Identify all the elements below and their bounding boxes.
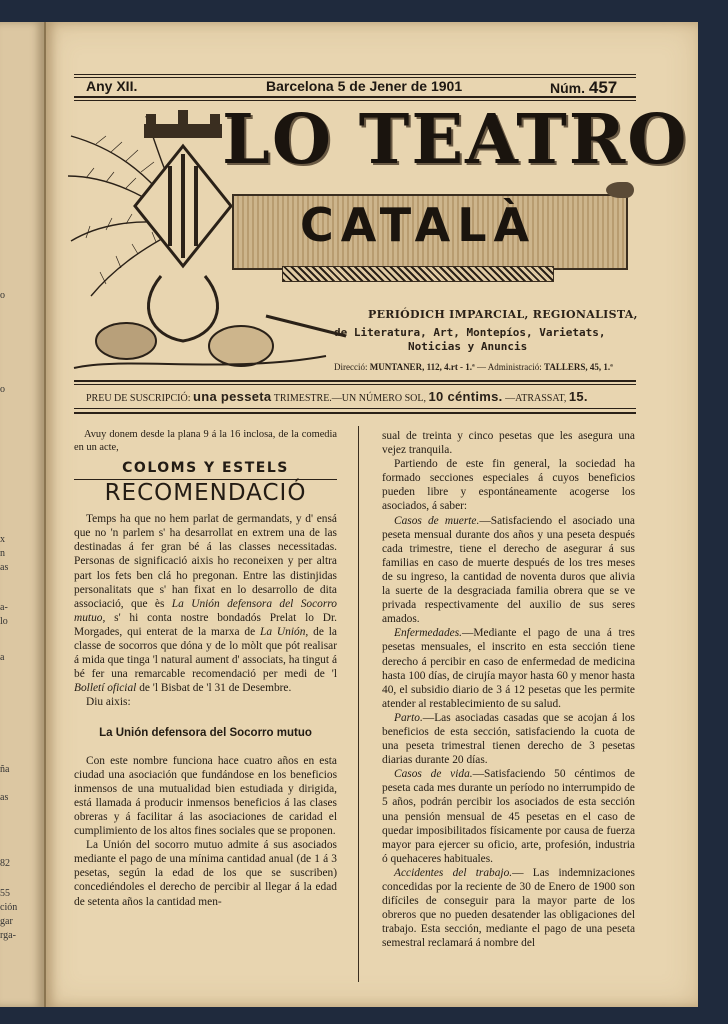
section-label: Casos de muerte. [394,514,480,527]
article-paragraph [382,711,635,767]
left-page-fragment: lo [0,616,8,627]
masthead-title-main: LO TEATRO [222,100,689,180]
article-italic: Bolletí oficial [74,682,137,695]
direction-address: MUNTANER, 112, 4.rt - 1.ª [369,362,475,372]
masthead-addresses [334,362,613,372]
article-text: de la classe de socorros que dóna y de lo mòlt que pót realisar á mida que tinga 'l natural aument d' associats, ha tingut á bé fer una remarcable recomendació per medi de 'l [74,625,337,681]
price-back-label: —ATRASSAT, [505,393,567,404]
article-italic: La Unión, [260,625,309,638]
price-rule-top [74,380,636,382]
article-paragraph [382,866,635,951]
masthead-topics: de Literatura, Art, Montepíos, Varietats, [334,326,606,339]
intro-note: Avuy donem desde la plana 9 á la 16 inclosa, de la comedia en un acte, [74,429,337,453]
trumpet-bell-decoration [606,182,634,198]
newspaper-page [46,22,698,1007]
issue-date: Barcelona 5 de Jener de 1901 [266,78,463,94]
left-page-fragment: ña [0,764,10,775]
price-after-amount: TRIMESTRE.—UN NÚMERO SOL, [273,393,426,404]
article-paragraph [382,626,635,711]
left-page-fragment: ción [0,902,18,913]
article-paragraph: La Unión del socorro mutuo admite á sus asociados mediante el pago de una mínima cantidad anual (de 1 á 3 pesetas, según la edad de los que se suscriben) concediéndoles el derecho de percibir al llegar á la edad de setenta años la cantidad men- [74,839,337,908]
masthead-topics-cont: Noticias y Anuncis [408,340,528,353]
left-page-fragment: o [0,290,5,301]
price-single: 10 céntims. [428,389,503,404]
article-paragraph [382,514,635,627]
article-text: —Mediante el pago de una á tres pesetas mensuales, el inscrito en esta sección tiene derecho á percibir en caso de enfermedad de medicina hasta 100 días, de cirujía mayor hasta 60 y menor hasta 40, el subsidio diario de 3 á 12 pesetas que les permite atender al restablecimiento de su salud. [382,627,635,710]
header-rule [74,96,636,98]
section-label: Enfermedades. [394,627,463,640]
article-text: —Satisfaciendo el asociado una peseta mensual durante dos años y una peseta después cada trimestre, tiene el derecho de asegurar á sus familias en caso de muerte después de los tres meses de su ingreso, la cantidad de noventa duros que alivia la suerte de la desgraciada familia obrera que se ve privada respectivamente del auxilio de sus seres amados. [382,514,635,626]
issue-number-value: 457 [588,78,618,97]
masthead-title-sub: CATALÀ [300,198,537,252]
subscription-price-line [86,389,588,404]
issue-number-label: Núm. [550,80,585,96]
left-page-fragment: as [0,792,9,803]
left-page-fragment: x [0,534,5,545]
left-page-fragment: n [0,548,5,559]
section-label: Accidentes del trabajo. [394,866,513,879]
article-paragraph: sual de treinta y cinco pesetas que les asegura una vejez tranquila. [382,430,635,457]
price-rule-top-thin [74,384,636,385]
left-page-fragment: o [0,384,5,395]
article-text: Temps ha que no hem parlat de germandats, y d' ensá que no 'n parlem s' ha desarrollat en extrem una de las destinadas á fer gran bé á las classes necessitadas. Personas de significació aixis ho reconeixen y per altra part los fets ben clá ho pregonan. Entre las distinjidas personalitats que s' han fixat en lo desarrollo de dita associació, que ès [74,513,337,610]
article-text: s' hi conta nostre bondadós Prelat lo Dr. Morgades, qui enterat de la marxa de [74,611,337,638]
left-page-fragment: rga- [0,930,16,941]
price-rule-bottom [74,412,636,414]
left-column [74,427,337,909]
price-amount: una pesseta [192,389,272,404]
admin-address: TALLERS, 45, 1.ª [544,362,613,372]
left-page-fragment: 82 [0,858,10,869]
masthead-subtitle: PERIÓDICH IMPARCIAL, REGIONALISTA, [368,308,638,321]
price-back-value: 15. [568,389,588,404]
left-page-fragment: a- [0,602,8,613]
direction-label: Direcció: [334,362,368,372]
article-paragraph: Partiendo de este fin general, la sociedad ha formado secciones especiales á cuyos beneficios pueden libre y espontáneamente acogerse los asociados, á saber: [382,458,635,513]
article-italic: La Unión defensora del Socorro mutuo, [74,597,337,624]
left-page-edge [0,22,47,1007]
admin-label: — Administració: [477,362,542,372]
section-label: Casos de vida. [394,768,473,781]
left-page-fragment: as [0,562,9,573]
article-paragraph: Diu aixis: [86,696,131,709]
masthead-banner-fringe [282,266,554,282]
article-text: — Las indemnizaciones concedidas por la reciente de 30 de Enero de 1900 son difíciles de conseguir para la mayor parte de los obreros que no pueden desatender las obligaciones del trabajo. Esta sección, mediante el pago de una peseta semestral reclamará á nombre del [382,866,635,950]
price-prefix: PREU DE SUSCRIPCIÓ: [86,393,191,404]
play-title: COLOMS Y ESTELS [122,460,289,476]
right-column [382,429,635,950]
article-paragraph: Con este nombre funciona hace cuatro años en esta ciudad una asociación que fundándose en los beneficios inmensos de una mutualidad bien estudiada y dirigida, está llamada á producir inmensos beneficios á las clases obreras y á facilitar á las asociaciones de caridad el cumplimiento de los altos fines sociales que se proponen. [74,754,337,838]
article-text: de 'l Bisbat de 'l 31 de Desembre. [139,682,292,695]
article-text: —Satisfaciendo 50 céntimos de peseta cada mes durante un período no interrumpido de 5 años, podrán percibir los asociados de esta sección una pensión mensual de 45 pesetas en el caso de quedar imposibilitados físicamente por causa de fuerza mayor para ejercer su oficio, arte, profesión, industria ó quehaceres habituales. [382,768,635,865]
left-page-fragment: gar [0,916,13,927]
section-label: Parto. [394,711,423,724]
article-paragraph [74,512,337,695]
issue-year: Any XII. [86,78,138,94]
quoted-section-title: La Unión defensora del Socorro mutuo [99,726,312,739]
price-rule-bottom-thin [74,408,636,409]
left-page-fragment: a [0,652,5,663]
issue-number [550,78,617,98]
article-text: —Las asociadas casadas que se acojan á los beneficios de esta sección, satisfaciendo la cuota de una peseta trimestral tienen derecho de 3 pesetas diarias durante 20 días. [382,711,635,767]
article-title: RECOMENDACIÓ [104,480,307,507]
left-page-fragment: 55 [0,888,10,899]
article-paragraph [382,767,635,866]
column-divider [358,426,359,982]
